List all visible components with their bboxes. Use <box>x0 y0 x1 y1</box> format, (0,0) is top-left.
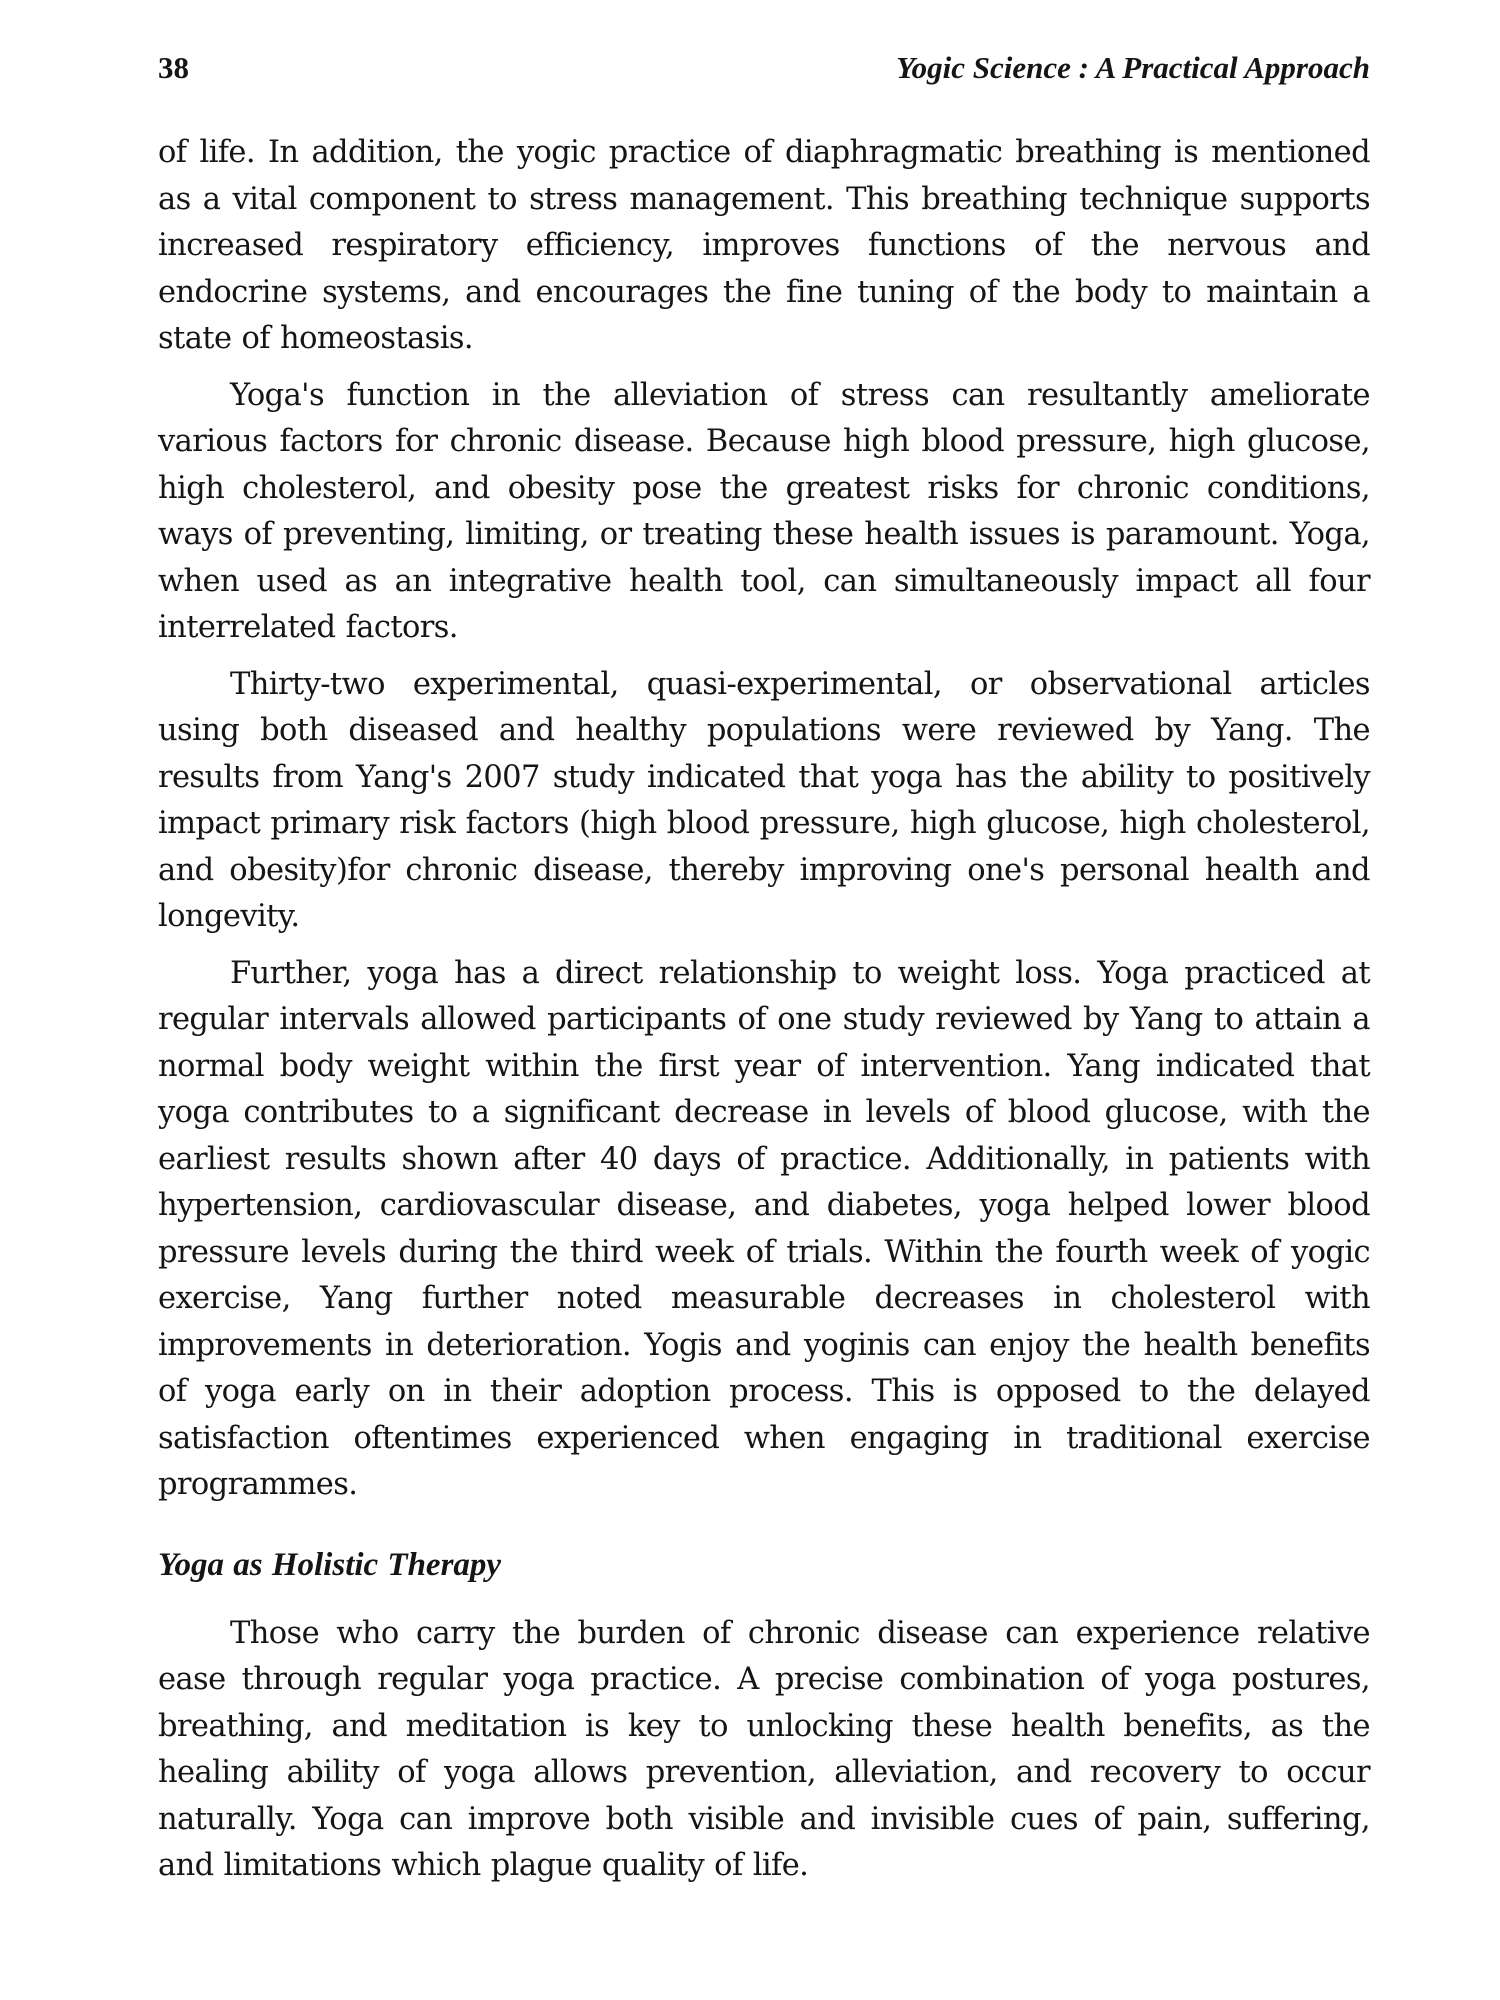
body-text <box>158 130 1370 1900</box>
paragraph-holistic-therapy: Those who carry the burden of chronic disease can experience relative ease through regular yoga practice. A precise combination of yoga postures, breathing, and meditation is key to unlocking these health benefits, as the healing ability of yoga allows prevention, alleviation, and recovery to occur naturally. Yoga can improve both visible and invisible cues of pain, suffering, and limitations which plague quality of life. <box>158 1615 1370 1883</box>
paragraph-stress-alleviation: Yoga's function in the alleviation of stress can resultantly ameliorate various factors for chronic disease. Because high blood pressure, high glucose, high cholesterol, and obesity pose the greatest risks for chronic conditions, ways of preventing, limiting, or treating these health issues is paramount. Yoga, when used as an integrative health tool, can simultaneously impact all four interrelated factors. <box>158 377 1370 645</box>
paragraph-weight-loss: Further, yoga has a direct relationship to weight loss. Yoga practiced at regular intervals allowed participants of one study reviewed by Yang to attain a normal body weight within the first year of intervention. Yang indicated that yoga contributes to a significant decrease in levels of blood glucose, with the earliest results shown after 40 days of practice. Additionally, in patients with hypertension, cardiovascular disease, and diabetes, yoga helped lower blood pressure levels during the third week of trials. Within the fourth week of yogic exercise, Yang further noted measurable decreases in cholesterol with improvements in deterioration. Yogis and yoginis can enjoy the health benefits of yoga early on in their adoption process. This is opposed to the delayed satisfaction oftentimes experienced when engaging in traditional exercise programmes. <box>158 955 1370 1502</box>
page-number: 38 <box>158 50 189 85</box>
running-header <box>158 50 1370 94</box>
paragraph-yang-review: Thirty-two experimental, quasi-experimental, or observational articles using both diseased and healthy populations were reviewed by Yang. The results from Yang's 2007 study indicated that yoga has the ability to positively impact primary risk factors (high blood pressure, high glucose, high cholesterol, and obesity)for chronic disease, thereby improving one's personal health and longevity. <box>158 666 1370 934</box>
section-heading: Yoga as Holistic Therapy <box>158 1546 502 1583</box>
paragraph-homeostasis: of life. In addition, the yogic practice of diaphragmatic breathing is mentioned as a vital component to stress management. This breathing technique supports increased respiratory efficiency, improves functions of the nervous and endocrine systems, and encourages the fine tuning of the body to maintain a state of homeostasis. <box>158 135 1370 356</box>
book-title: Yogic Science : A Practical Approach <box>896 50 1370 85</box>
